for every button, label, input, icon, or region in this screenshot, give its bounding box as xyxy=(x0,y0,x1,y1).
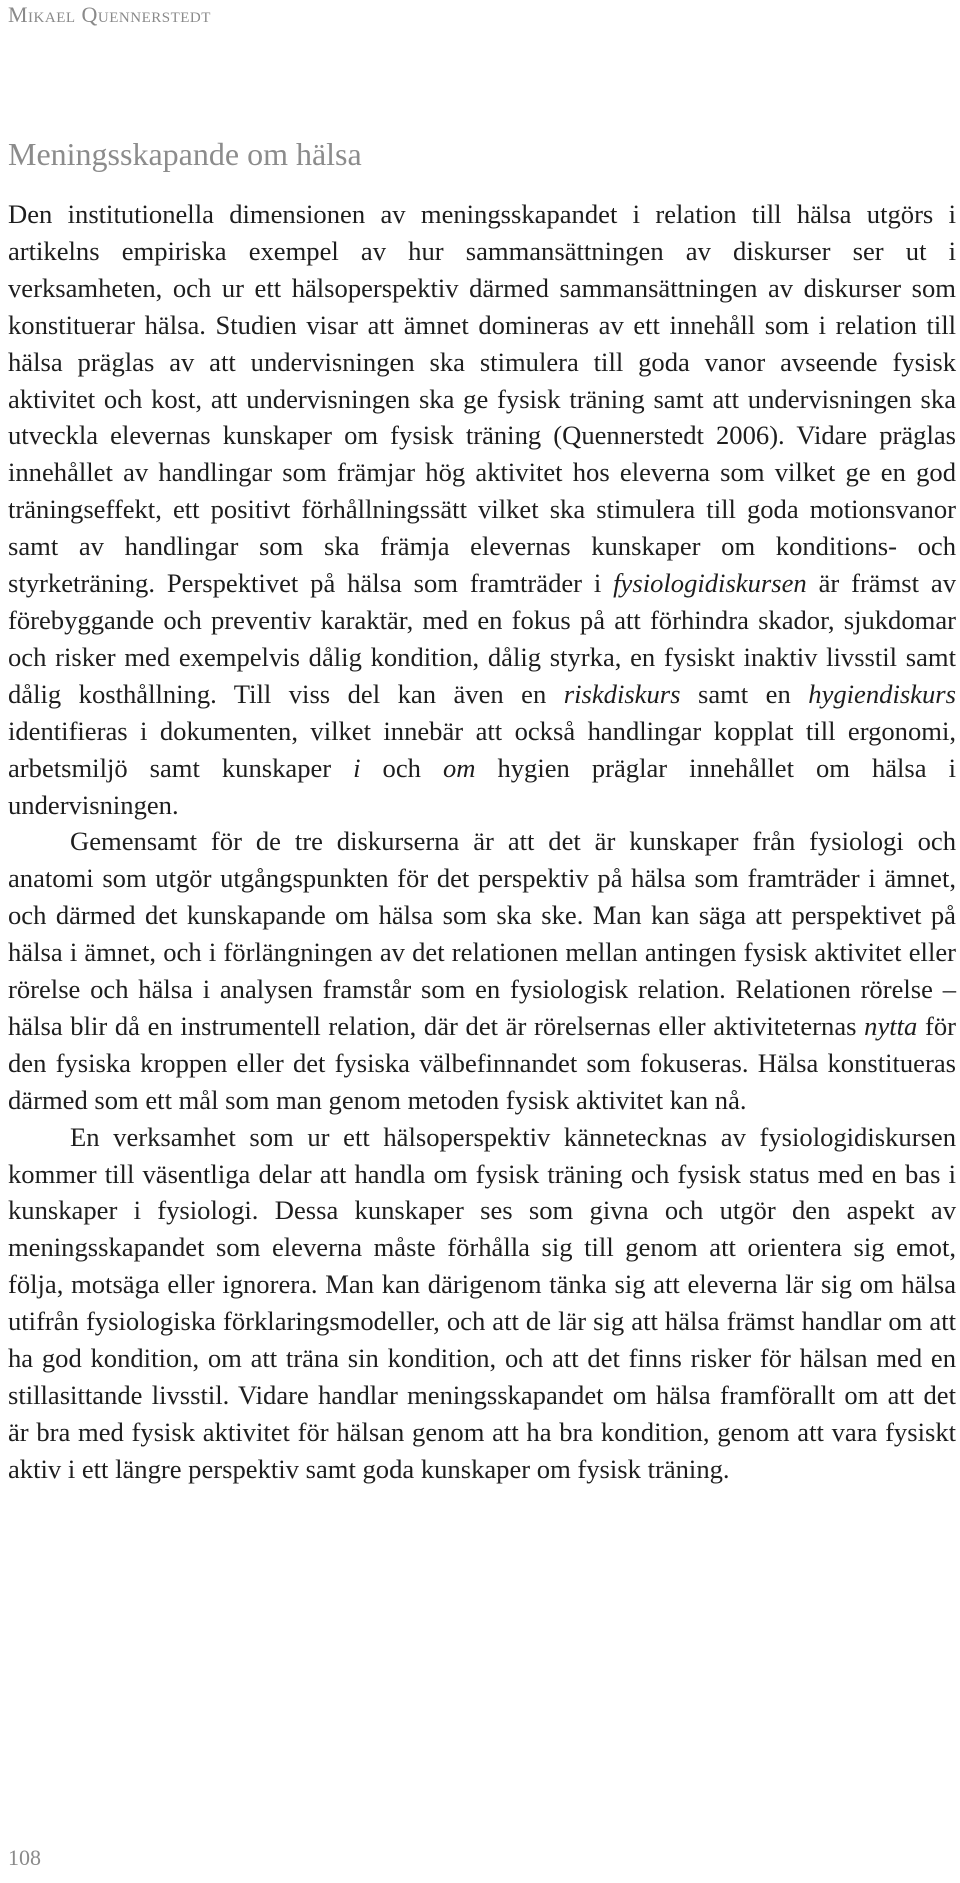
section-heading: Meningsskapande om hälsa xyxy=(8,136,362,172)
running-head: Mikael Quennerstedt xyxy=(8,2,211,27)
text-segment: och xyxy=(360,752,443,783)
text-segment: identifieras i dokumenten, vilket innebär att också handlingar kopplat till ergonomi, arbetsmiljö samt kunskaper xyxy=(8,715,956,783)
emphasis-hygiendiskurs: hygiendiskurs xyxy=(808,678,956,709)
text-segment: för den fysiska kroppen eller det fysiska välbefinnandet som fokuseras. Hälsa konstitueras därmed som ett mål som man genom metoden fysisk aktivitet kan nå. xyxy=(8,1010,956,1115)
emphasis-om: om xyxy=(442,752,476,783)
text-segment: hygien präglar innehållet om hälsa i undervisningen. xyxy=(8,752,956,820)
text-segment: Den institutionella dimensionen av meningsskapandet i relation till hälsa utgörs i artikelns empiriska exempel av hur sammansättningen av diskurser ser ut i verksamheten, och ur ett hälsoperspektiv därmed sammansättningen av diskurser som konstituerar hälsa. Studien visar att ämnet domineras av ett innehåll som i relation till hälsa präglas av att undervisningen ska stimulera till goda vanor avseende fysisk aktivitet och kost, att undervisningen ska ge fysisk träning samt att undervisningen ska utveckla elevernas kunskaper om fysisk träning (Quennerstedt 2006). Vidare präglas innehållet av handlingar som främjar hög aktivitet hos eleverna som vilket ge en god träningseffekt, ett positivt förhållningssätt vilket ska stimulera till goda motionsvanor samt av handlingar som ska främja elevernas kunskaper om konditions- och styrketräning. Perspektivet på hälsa som framträder i xyxy=(8,199,956,599)
page-number: 108 xyxy=(8,1845,41,1870)
text-segment: är främst av förebyggande och preventiv karaktär, med en fokus på att förhindra skador, sjukdomar och risker med exempelvis dålig kondition, dålig styrka, en fysiskt inaktiv livsstil samt dålig kosthållning. Till viss del kan även en xyxy=(8,568,956,709)
paragraph-2 xyxy=(8,823,956,1118)
emphasis-fysiologidiskursen: fysiologidiskursen xyxy=(613,568,807,599)
emphasis-i: i xyxy=(353,752,361,783)
paragraph-1 xyxy=(8,196,956,823)
text-segment: samt en xyxy=(680,678,809,709)
paragraph-3: En verksamhet som ur ett hälsoperspektiv kännetecknas av fysiologidiskursen kommer till väsentliga delar att handla om fysisk träning och fysisk status med en bas i kunskaper i fysiologi. Dessa kunskaper ses som givna och utgör den aspekt av meningsskapandet som eleverna måste förhålla sig till genom att orientera sig emot, följa, motsäga eller ignorera. Man kan därigenom tänka sig att eleverna lär sig om hälsa utifrån fysiologiska förklaringsmodeller, och att de lär sig att hälsa främst handlar om att ha god kondition, om att träna sin kondition, och att det finns risker för hälsan med en stillasittande livsstil. Vidare handlar meningsskapandet om hälsa framförallt om att det är bra med fysisk aktivitet för hälsan genom att ha bra kondition, genom att vara fysiskt aktiv i ett längre perspektiv samt goda kunskaper om fysisk träning. xyxy=(8,1121,956,1484)
body-text xyxy=(8,196,956,1488)
text-segment: Gemensamt för de tre diskurserna är att det är kunskaper från fysiologi och anatomi som utgör utgångspunkten för det perspektiv på hälsa som framträder i ämnet, och därmed det kunskapande om hälsa som ska ske. Man kan säga att perspektivet på hälsa i ämnet, och i förlängningen av det relationen mellan antingen fysisk aktivitet eller rörelse och hälsa i analysen framstår som en fysiologisk relation. Relationen rörelse – hälsa blir då en instrumentell relation, där det är rörelsernas eller aktiviteternas xyxy=(8,826,956,1041)
emphasis-nytta: nytta xyxy=(864,1010,918,1041)
emphasis-riskdiskurs: riskdiskurs xyxy=(563,678,681,709)
